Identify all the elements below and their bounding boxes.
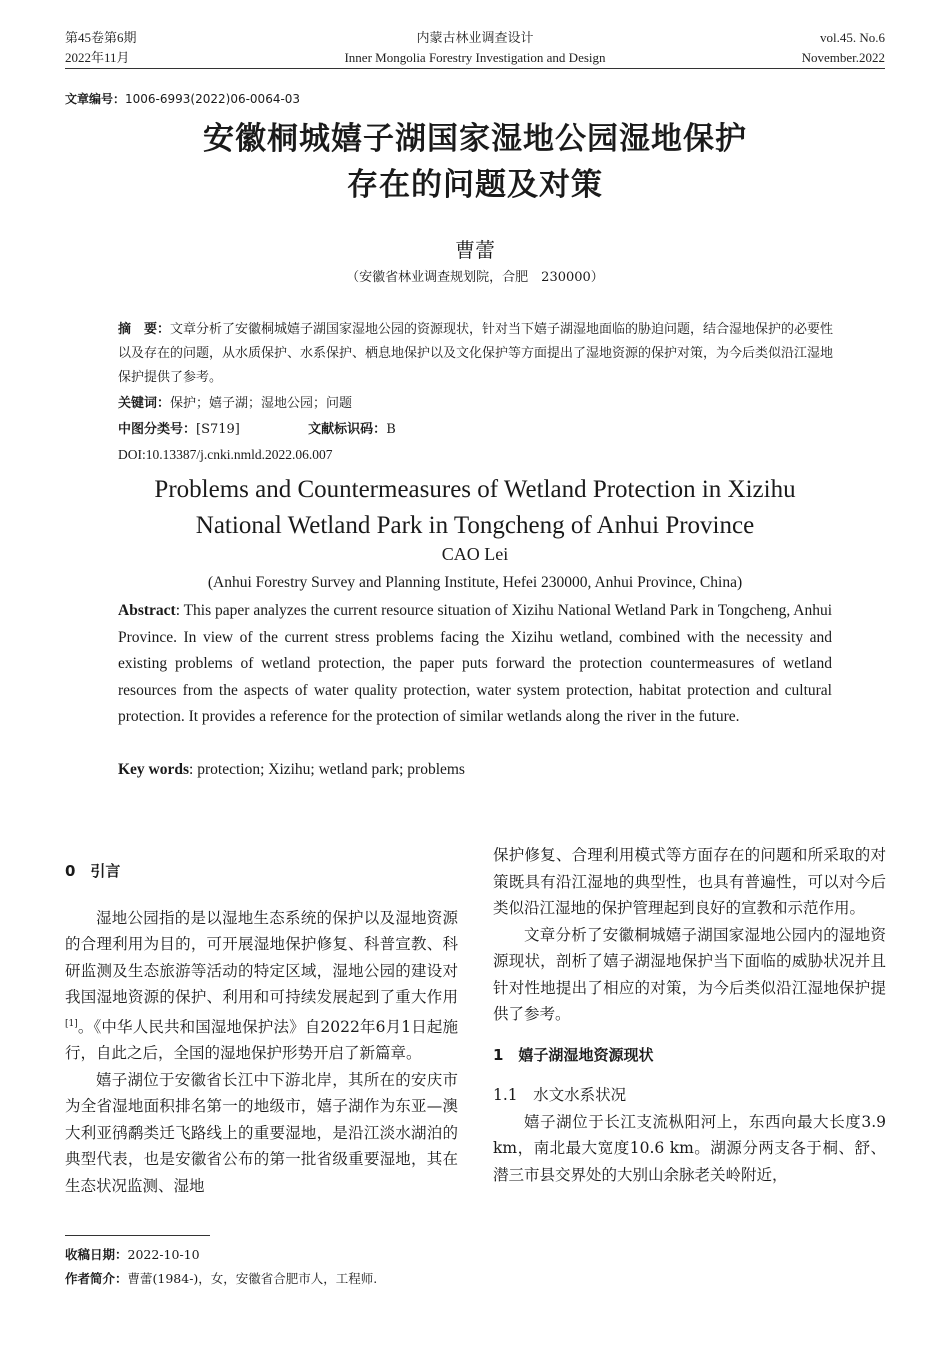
author-en: CAO Lei	[441, 544, 509, 564]
volume-issue-en: vol.45. No.6	[820, 30, 885, 45]
abstract-en-text: : This paper analyzes the current resource situation of Xizihu National Wetland Park in Tongcheng, Anhui Province. In view of the current stress problems facing the Xizihu wetland, combined with the necessity and existing problems of wetland protection, the paper puts forward the protection countermeasures of wetland resources from the aspects of water quality protection, water system protection, habitat protection and cultural protection. It provides a reference for the protection of similar wetlands along the river in the future.	[118, 602, 832, 726]
clc-value: [S719]	[196, 422, 240, 437]
title-en-line1: Problems and Countermeasures of Wetland Protection in Xizihu	[154, 476, 796, 503]
intro-paragraph-1	[65, 905, 458, 1067]
section-1-heading: 1 嬉子湖湿地资源现状	[493, 1045, 654, 1064]
journal-name-en: Inner Mongolia Forestry Investigation and Design	[344, 50, 606, 65]
keywords-zh	[118, 392, 834, 416]
affiliation-zh: （安徽省林业调查规划院，合肥 230000）	[346, 270, 604, 285]
body-right-column	[493, 842, 886, 1188]
classification-row	[118, 418, 834, 442]
header-divider	[65, 68, 885, 69]
abstract-en	[118, 598, 832, 731]
author-bio-label: 作者简介：	[65, 1271, 128, 1286]
abstract-zh	[118, 318, 834, 390]
volume-issue: 第45卷第6期	[65, 30, 137, 45]
abstract-zh-text: 文章分析了安徽桐城嬉子湖国家湿地公园的资源现状，针对当下嬉子湖湿地面临的胁迫问题，结合湿地保护的必要性以及存在的问题，从水质保护、水系保护、栖息地保护以及文化保护等方面提出了湿地资源的保护对策，为今后类似沿江湿地保护提供了参考。	[118, 322, 834, 385]
body-left-column	[65, 858, 458, 1199]
right-paragraph-3: 嬉子湖位于长江支流枞阳河上，东西向最大长度3.9 km，南北最大宽度10.6 km。湖源分两支各于桐、舒、潜三市县交界处的大别山余脉老关岭附近，	[493, 1112, 886, 1184]
article-number	[65, 90, 300, 107]
section-0-heading: 0 引言	[65, 862, 121, 880]
author-zh: 曹蕾	[455, 238, 495, 262]
keywords-zh-text: 保护；嬉子湖；湿地公园；问题	[170, 396, 353, 411]
affiliation-en: (Anhui Forestry Survey and Planning Institute, Hefei 230000, Anhui Province, China)	[207, 574, 743, 591]
intro-paragraph-1-tail: 。《中华人民共和国湿地保护法》自2022年6月1日起施行，自此之后，全国的湿地保护形势开启了新篇章。	[65, 1017, 458, 1063]
keywords-en-label: Key words	[118, 761, 190, 778]
article-number-value: 1006-6993(2022)06-0064-03	[125, 92, 301, 106]
intro-paragraph-2: 嬉子湖位于安徽省长江中下游北岸，其所在的安庆市为全省湿地面积排名第一的地级市，嬉子湖作为东亚—澳大利亚鸻鹬类迁飞路线上的重要湿地，是沿江淡水湖泊的典型代表，也是安徽省公布的第一批省级重要湿地，其在生态状况监测、湿地	[65, 1070, 458, 1195]
article-number-label: 文章编号：	[65, 92, 126, 106]
doc-code-label: 文献标识码：	[308, 422, 387, 437]
keywords-en	[118, 757, 832, 784]
doi: DOI:10.13387/j.cnki.nmld.2022.06.007	[118, 447, 333, 462]
journal-name-zh: 内蒙古林业调查设计	[416, 30, 534, 45]
title-zh-line1: 安徽桐城嬉子湖国家湿地公园湿地保护	[203, 121, 747, 157]
right-paragraph-1: 保护修复、合理利用模式等方面存在的问题和所采取的对策既具有沿江湿地的典型性，也具有普遍性，可以对今后类似沿江湿地的保护管理起到良好的宣教和示范作用。	[493, 846, 886, 917]
issue-date: 2022年11月	[65, 50, 130, 65]
keywords-zh-label: 关键词：	[118, 396, 171, 411]
clc-label: 中图分类号：	[118, 422, 197, 437]
intro-paragraph-1-text: 湿地公园指的是以湿地生态系统的保护以及湿地资源的合理利用为目的，可开展湿地保护修复、科普宣教、科研监测及生态旅游等活动的特定区域，湿地公园的建设对我国湿地资源的保护、利用和可持续发展起到了重大作用	[65, 908, 458, 1006]
received-label: 收稿日期：	[65, 1247, 128, 1262]
received-value: 2022-10-10	[127, 1247, 200, 1262]
abstract-en-label: Abstract	[118, 602, 176, 619]
doc-code-value: B	[386, 422, 396, 437]
issue-date-en: November.2022	[801, 50, 885, 65]
subsection-1-1-heading: 1.1 水文水系状况	[493, 1086, 627, 1104]
title-zh-line2: 存在的问题及对策	[347, 167, 603, 203]
abstract-zh-label: 摘 要：	[118, 322, 171, 337]
keywords-en-text: : protection; Xizihu; wetland park; problems	[189, 761, 465, 778]
received-date	[65, 1244, 200, 1266]
author-bio-value: 曹蕾(1984-)，女，安徽省合肥市人，工程师.	[127, 1271, 378, 1286]
right-paragraph-2: 文章分析了安徽桐城嬉子湖国家湿地公园内的湿地资源现状，剖析了嬉子湖湿地保护当下面临的威胁状况并且针对性地提出了相应的对策，为今后类似沿江湿地保护提供了参考。	[493, 925, 886, 1023]
citation-ref: [1]	[65, 1018, 78, 1029]
footnote-divider	[65, 1235, 210, 1236]
journal-issue-en	[802, 28, 885, 68]
author-bio	[65, 1268, 377, 1290]
title-en-line2: National Wetland Park in Tongcheng of Anhui Province	[195, 512, 755, 539]
